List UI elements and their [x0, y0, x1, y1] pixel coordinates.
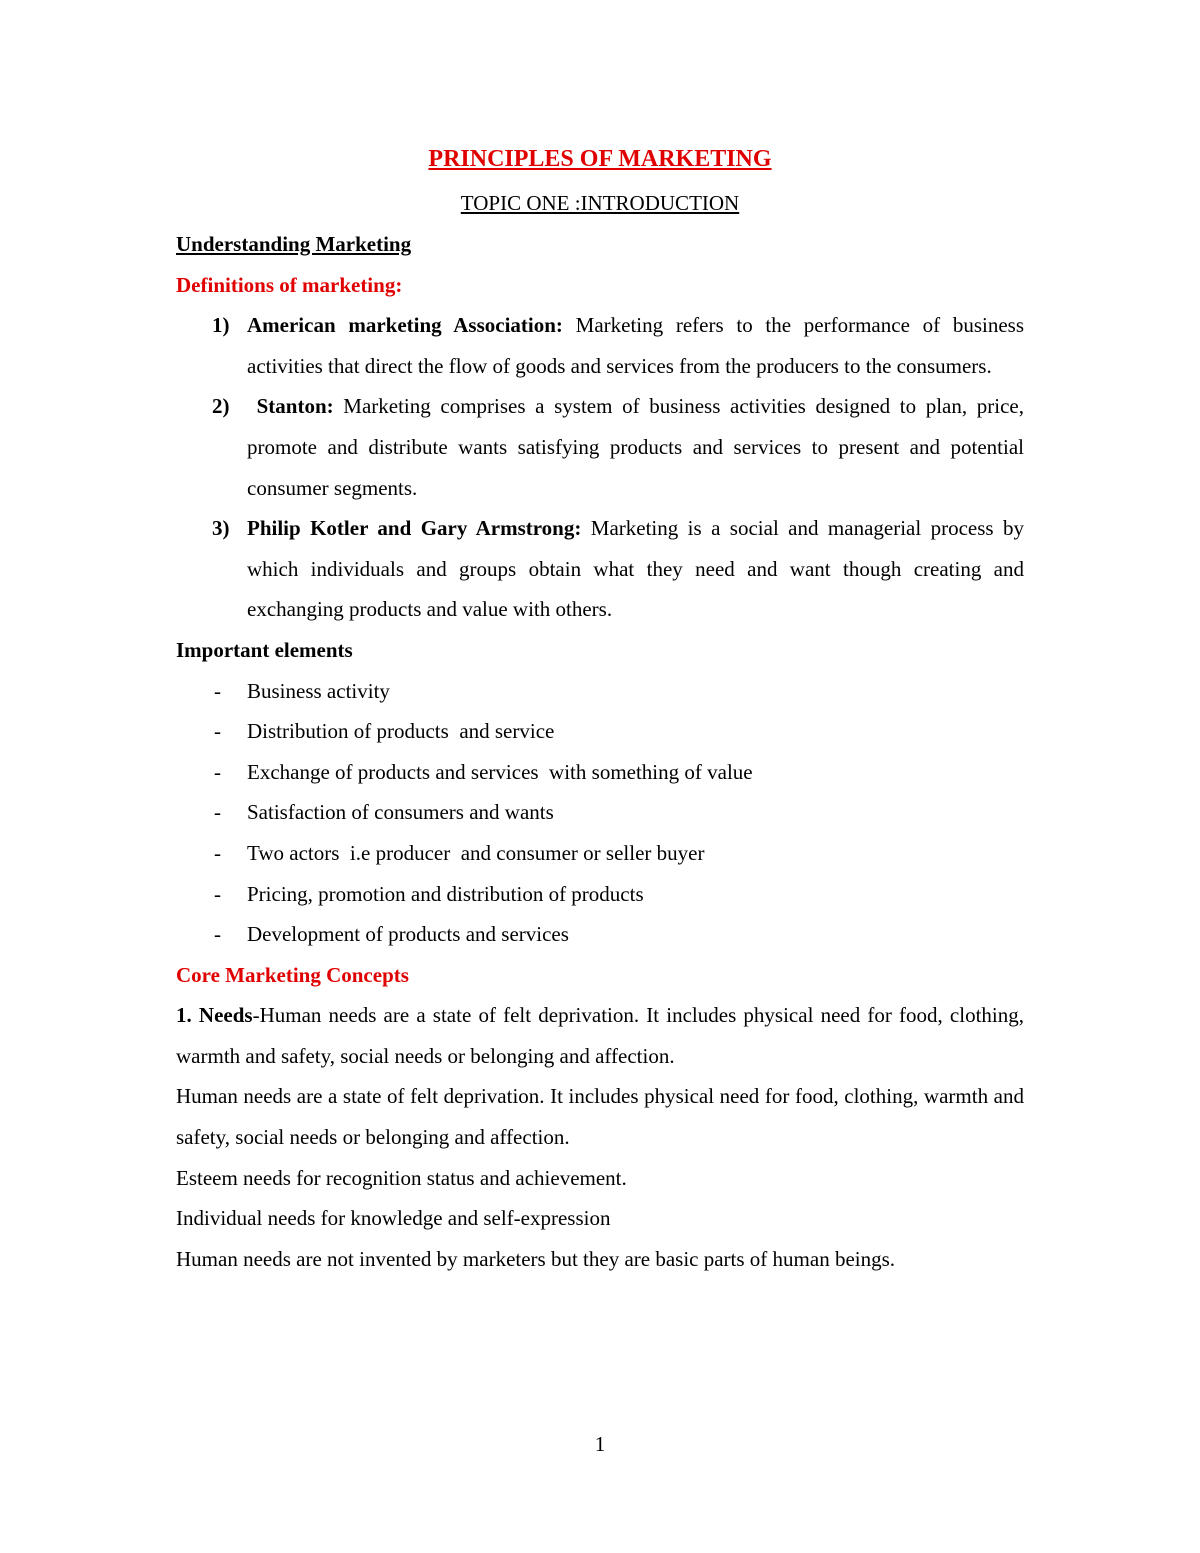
list-item — [176, 874, 1024, 915]
bullet-dash: - — [214, 800, 221, 825]
page-number: 1 — [594, 1432, 606, 1456]
bullet-dash: - — [214, 922, 221, 947]
section-heading-understanding-marketing: Understanding Marketing — [176, 232, 412, 256]
bullet-dash: - — [214, 678, 221, 703]
definition-item-1 — [176, 305, 1024, 386]
body-paragraph: Individual needs for knowledge and self-expression — [176, 1206, 611, 1231]
bullet-dash: - — [214, 881, 221, 906]
definition-number: 3) — [212, 516, 230, 541]
list-item — [176, 914, 1024, 955]
definition-text: Marketing refers to the performance of business activities that direct the flow of goods and services from the producers to the consumers. — [247, 313, 1024, 378]
needs-paragraph — [176, 995, 1024, 1076]
section-heading-core-concepts: Core Marketing Concepts — [176, 962, 409, 987]
definition-item-2 — [176, 386, 1024, 508]
document-subtitle: TOPIC ONE :INTRODUCTION — [460, 191, 740, 215]
list-item — [176, 671, 1024, 712]
list-item — [176, 752, 1024, 793]
definition-text: Marketing is a social and managerial process by which individuals and groups obtain what they need and want though creating and exchanging products and value with others. — [247, 516, 1024, 622]
definition-number: 1) — [212, 313, 230, 338]
definition-author: Philip Kotler and Gary Armstrong: — [247, 516, 582, 541]
list-item-text: Distribution of products and service — [247, 719, 555, 744]
bullet-dash: - — [214, 759, 221, 784]
definition-author: American marketing Association: — [247, 313, 563, 338]
list-item-text: Two actors i.e producer and consumer or seller buyer — [247, 840, 705, 865]
section-heading-important-elements: Important elements — [176, 637, 353, 662]
list-item — [176, 833, 1024, 874]
document-body — [176, 224, 1024, 1279]
definition-number: 2) — [212, 394, 230, 419]
list-item-text: Development of products and services — [247, 922, 569, 947]
definition-item-3 — [176, 508, 1024, 630]
body-paragraph: Esteem needs for recognition status and achievement. — [176, 1165, 627, 1190]
needs-text: -Human needs are a state of felt deprivation. It includes physical need for food, clothing, warmth and safety, social needs or belonging and affection. — [176, 1003, 1024, 1068]
document-title: PRINCIPLES OF MARKETING — [428, 146, 772, 172]
definition-author: Stanton: — [247, 394, 334, 419]
list-item — [176, 711, 1024, 752]
list-item-text: Exchange of products and services with something of value — [247, 759, 753, 784]
list-item — [176, 792, 1024, 833]
needs-label: 1. Needs — [176, 1003, 253, 1028]
list-item-text: Business activity — [247, 678, 390, 703]
important-elements-list — [176, 671, 1024, 955]
section-heading-definitions: Definitions of marketing: — [176, 272, 403, 297]
bullet-dash: - — [214, 719, 221, 744]
bullet-dash: - — [214, 840, 221, 865]
definition-text: Marketing comprises a system of business activities designed to plan, price, promote and distribute wants satisfying products and services to present and potential consumer segments. — [247, 394, 1024, 500]
body-paragraph: Human needs are not invented by marketers but they are basic parts of human beings. — [176, 1246, 896, 1271]
definitions-list — [176, 305, 1024, 630]
list-item-text: Pricing, promotion and distribution of products — [247, 881, 644, 906]
list-item-text: Satisfaction of consumers and wants — [247, 800, 554, 825]
body-paragraph: Human needs are a state of felt deprivation. It includes physical need for food, clothing, warmth and safety, social needs or belonging and affection. — [176, 1084, 1024, 1150]
